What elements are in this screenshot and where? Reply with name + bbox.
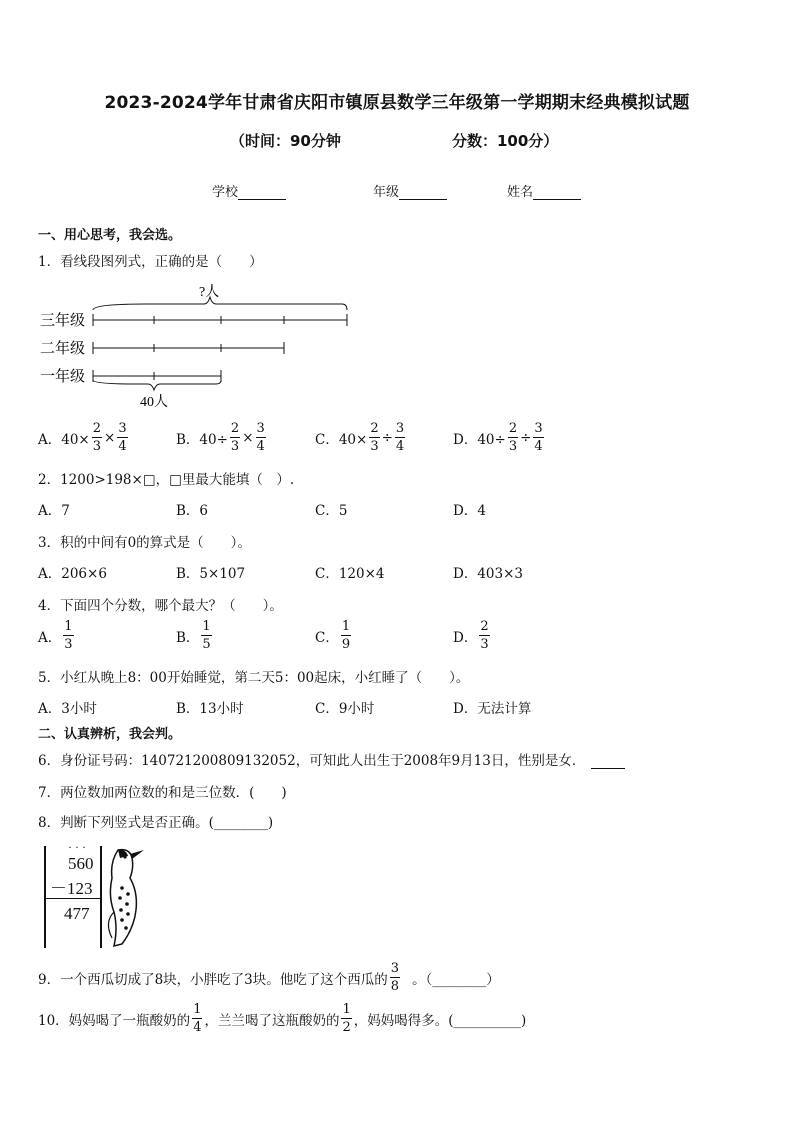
- section-1-heading: 一、用心思考，我会选。: [38, 228, 182, 243]
- q1-option-d[interactable]: D．40÷ $\frac{2}{3}$ ÷ $\frac{3}{4}$: [453, 421, 543, 454]
- fraction: $\frac{2}{3}$: [480, 619, 489, 652]
- exam-score: 分数：100分）: [452, 132, 559, 150]
- fraction: $\frac{2}{3}$: [370, 421, 379, 454]
- q3-option-d[interactable]: D．403×3: [453, 566, 523, 582]
- question-10: 10．妈妈喝了一瓶酸奶的 $\frac{1}{4}$ ，兰兰喝了这瓶酸奶的 $\frac{1}{2}$ ，妈妈喝得多。(__________): [38, 1002, 527, 1035]
- diagram-bottom-label: 40人: [140, 395, 168, 410]
- school-field[interactable]: 学校: [212, 181, 286, 200]
- question-8: 8．判断下列竖式是否正确。(________): [38, 815, 274, 831]
- q4-option-d[interactable]: D． $\frac{2}{3}$: [453, 619, 489, 652]
- fraction: $\frac{1}{4}$: [193, 1002, 202, 1035]
- vertical-subtraction: · · · 560 －123 477: [44, 846, 144, 950]
- woodpecker-icon: [100, 848, 146, 948]
- diagram-top-label: ?人: [199, 285, 220, 300]
- fraction: $\frac{2}{3}$: [508, 421, 518, 454]
- fraction: $\frac{2}{3}$: [92, 421, 102, 454]
- q1-option-a[interactable]: A．40× $\frac{2}{3}$ × $\frac{3}{4}$: [38, 421, 127, 454]
- question-6: 6．身份证号码：140721200809132052，可知此人出生于2008年9月13日，性别是女．: [38, 749, 625, 769]
- question-2: 2．1200>198×□，□里最大能填（ ）.: [38, 472, 295, 488]
- question-1: 1．看线段图列式，正确的是（ ）: [38, 254, 263, 270]
- q3-option-b[interactable]: B．5×107: [176, 566, 246, 582]
- q2-option-a[interactable]: A．7: [38, 503, 70, 519]
- diagram-row-label: 一年级: [40, 369, 86, 385]
- q1-option-c[interactable]: C．40× $\frac{2}{3}$ ÷ $\frac{3}{4}$: [315, 421, 405, 454]
- q1-option-b[interactable]: B．40÷ $\frac{2}{3}$ × $\frac{3}{4}$: [176, 421, 265, 454]
- question-9: 9．一个西瓜切成了8块，小胖吃了3块。他吃了这个西瓜的 $\frac{3}{8}$ 。（________）: [38, 961, 500, 994]
- diagram-row-label: 三年级: [40, 313, 86, 329]
- fraction: $\frac{1}{5}$: [202, 619, 211, 652]
- fraction: $\frac{2}{3}$: [230, 421, 240, 454]
- q5-option-a[interactable]: A．3小时: [38, 701, 97, 717]
- exam-time: （时间：90分钟: [230, 132, 341, 150]
- fraction: $\frac{3}{8}$: [390, 961, 400, 994]
- line-segment-diagram: [36, 280, 356, 410]
- section-2-heading: 二、认真辨析，我会判。: [38, 727, 182, 742]
- q2-option-c[interactable]: C．5: [315, 503, 348, 519]
- q3-option-a[interactable]: A．206×6: [38, 566, 107, 582]
- page-title: 2023-2024学年甘肃省庆阳市镇原县数学三年级第一学期期末经典模拟试题: [104, 93, 690, 113]
- fraction: $\frac{1}{3}$: [64, 619, 73, 652]
- answer-blank[interactable]: [591, 756, 625, 769]
- q4-option-c[interactable]: C． $\frac{1}{9}$: [315, 619, 351, 652]
- fraction: $\frac{1}{2}$: [342, 1002, 351, 1035]
- grade-field[interactable]: 年级: [373, 181, 447, 200]
- q5-option-c[interactable]: C．9小时: [315, 701, 375, 717]
- question-7: 7．两位数加两位数的和是三位数．( ): [38, 785, 287, 801]
- diagram-row-label: 二年级: [40, 341, 86, 357]
- q4-option-b[interactable]: B． $\frac{1}{5}$: [176, 619, 211, 652]
- q2-option-d[interactable]: D．4: [453, 503, 486, 519]
- fraction: $\frac{3}{4}$: [534, 421, 543, 454]
- q2-option-b[interactable]: B．6: [176, 503, 209, 519]
- question-5: 5．小红从晚上8：00开始睡觉，第二天5：00起床，小红睡了（ ）。: [38, 670, 470, 686]
- q3-option-c[interactable]: C．120×4: [315, 566, 385, 582]
- q5-option-d[interactable]: D．无法计算: [453, 701, 532, 717]
- question-4: 4．下面四个分数，哪个最大？（ ）。: [38, 598, 283, 614]
- fraction: $\frac{3}{4}$: [395, 421, 405, 454]
- name-field[interactable]: 姓名: [507, 181, 581, 200]
- question-3: 3．积的中间有0的算式是（ ）。: [38, 535, 251, 551]
- fraction: $\frac{3}{4}$: [118, 421, 127, 454]
- fraction: $\frac{1}{9}$: [341, 619, 351, 652]
- q4-option-a[interactable]: A． $\frac{1}{3}$: [38, 619, 73, 652]
- q5-option-b[interactable]: B．13小时: [176, 701, 244, 717]
- fraction: $\frac{3}{4}$: [256, 421, 265, 454]
